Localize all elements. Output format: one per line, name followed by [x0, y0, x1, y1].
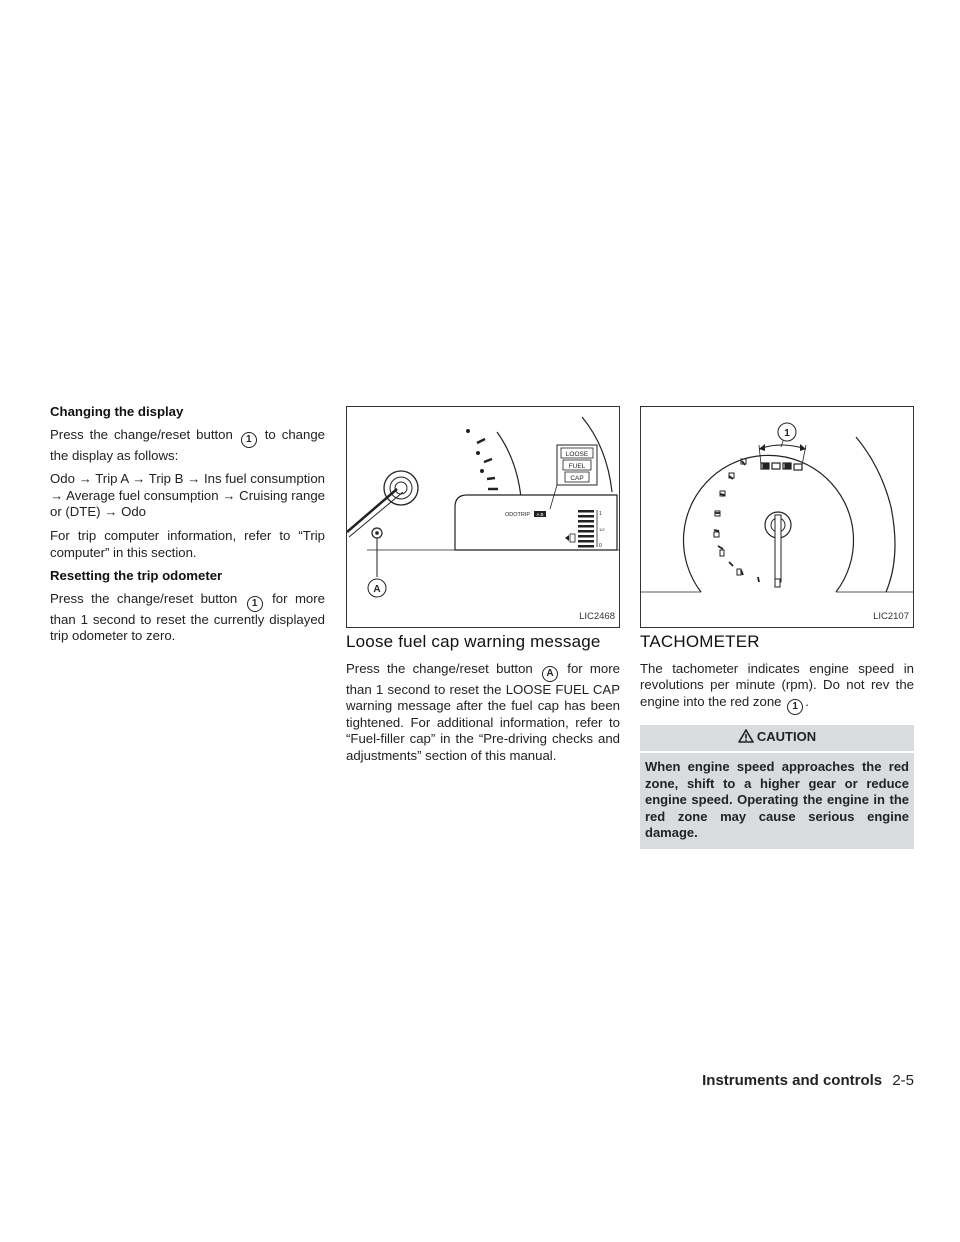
tachometer-illustration	[641, 407, 914, 628]
figure-code: LIC2107	[873, 611, 909, 623]
callout-marker-a: A	[542, 666, 558, 682]
heading-tachometer: TACHOMETER	[640, 632, 760, 651]
instrument-cluster-illustration	[347, 407, 620, 628]
display-ab: A B	[536, 512, 544, 517]
column-left	[50, 404, 325, 652]
column-middle	[346, 406, 620, 772]
text: The tachometer indicates engine speed in revolutions per minute (rpm). Do not rev the engine into the red zone	[640, 660, 914, 709]
text: for more than 1 second to reset the currently displayed trip odometer to zero.	[50, 590, 325, 644]
warning-line-fuel: FUEL	[568, 463, 586, 470]
text: Press the change/reset button	[50, 426, 233, 442]
callout-marker-1: 1	[247, 596, 263, 612]
paragraph-loose-fuel-cap	[346, 661, 620, 765]
paragraph-display-cycle: Odo → Trip A → Trip B → Ins fuel consumption → Average fuel consumption → Cruising range or (DTE) → Odo	[50, 471, 325, 520]
warning-line-cap: CAP	[570, 475, 584, 482]
heading-changing-display: Changing the display	[50, 404, 184, 419]
text: Press the change/reset button	[50, 590, 238, 606]
figure-loose-fuel-cap	[346, 406, 620, 628]
callout-marker-1: 1	[787, 699, 803, 715]
page-footer	[702, 1072, 914, 1089]
callout-a: A	[373, 584, 381, 595]
gauge-half: 1/2	[599, 527, 605, 532]
figure-code: LIC2468	[579, 611, 615, 623]
gauge-empty: 0	[599, 543, 602, 549]
display-odotrip: ODOTRIP	[505, 512, 531, 518]
footer-page-number: 2-5	[892, 1072, 914, 1089]
warning-line-loose: LOOSE	[565, 451, 589, 458]
text: for more than 1 second to reset the LOOSE FUEL CAP warning message after the fuel cap has been tightened. For additional information, refer to “Fuel-filler cap” in the “Pre-driving checks and adjustments” section of this manual.	[346, 660, 620, 763]
paragraph-change-reset	[50, 427, 325, 465]
callout-marker-1: 1	[241, 432, 257, 448]
paragraph-trip-computer-ref: For trip computer information, refer to “Trip computer” in this section.	[50, 527, 325, 560]
paragraph-reset-trip	[50, 591, 325, 645]
heading-loose-fuel-cap: Loose fuel cap warning message	[346, 632, 601, 651]
caution-header	[640, 725, 914, 754]
column-right	[640, 406, 914, 849]
caution-text: When engine speed approaches the red zone, shift to a higher gear or reduce engine speed. Operating the engine in the red zone may cause serious engine damage.	[645, 759, 909, 840]
gauge-full: 1	[599, 511, 602, 517]
text: to change the display as follows:	[50, 426, 325, 463]
figure-tachometer	[640, 406, 914, 628]
text: Press the change/reset button	[346, 660, 533, 676]
text: .	[805, 693, 809, 709]
footer-section: Instruments and controls	[702, 1072, 883, 1089]
callout-1: 1	[784, 428, 790, 439]
heading-resetting-trip: Resetting the trip odometer	[50, 568, 223, 584]
caution-title: CAUTION	[756, 728, 817, 744]
caution-box	[640, 725, 914, 850]
warning-icon	[738, 729, 754, 743]
paragraph-tachometer	[640, 661, 914, 715]
